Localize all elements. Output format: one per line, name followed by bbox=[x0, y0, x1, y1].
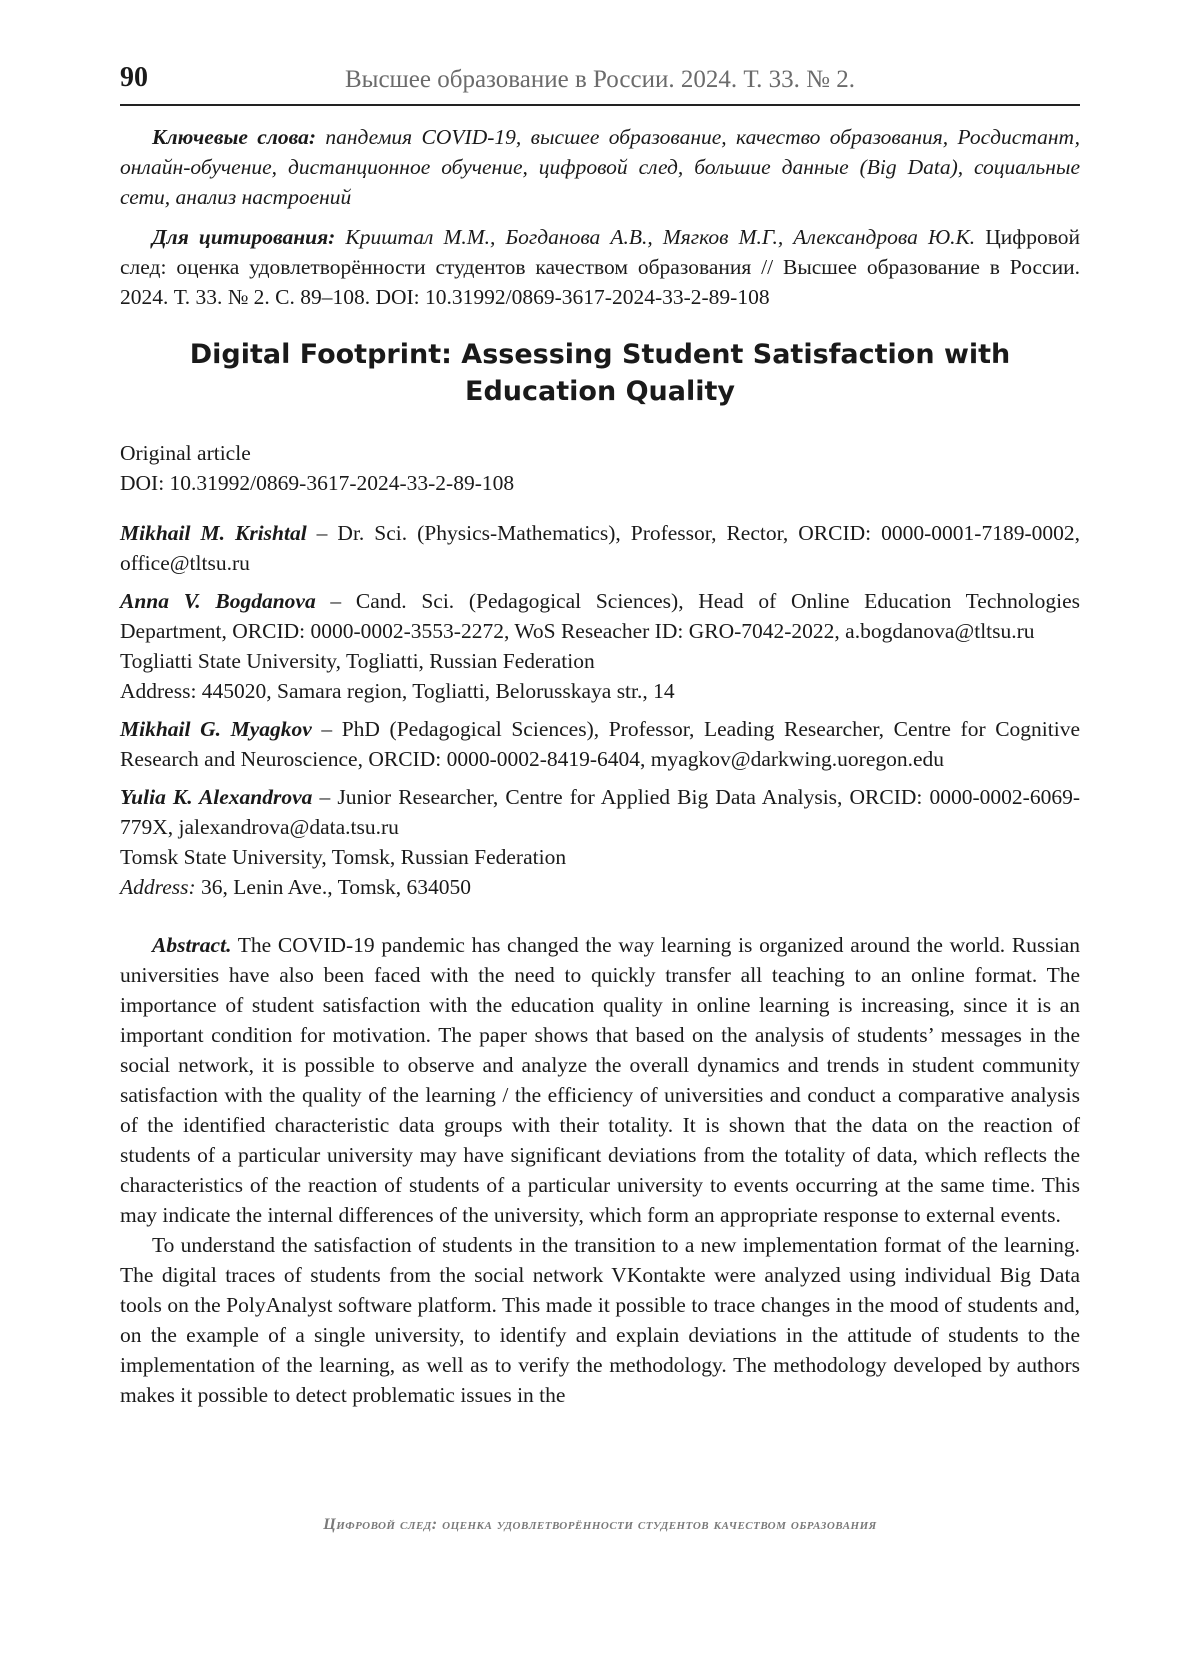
author-entry bbox=[120, 518, 1080, 578]
abstract-text: The COVID-19 pandemic has changed the way learning is organized around the world. Russian universities have also been faced with the need to quickly transfer all teaching to an online format. The importance of student satisfaction with the education quality in online learning is increasing, since it is an important condition for motivation. The paper shows that based on the analysis of students’ messages in the social network, it is possible to observe and analyze the overall dynamics and trends in student community satisfaction with the quality of the learning / the efficiency of universities and conduct a comparative analysis of the identified characteristic data groups with their totality. It is shown that the data on the reaction of students of a particular university may have significant deviations from the totality of data, which reflects the characteristics of the reaction of students of a particular university to events occurring at the same time. This may indicate the internal differences of the university, which form an appropriate response to external events. bbox=[120, 933, 1080, 1227]
affiliation-address bbox=[120, 872, 1080, 902]
author-name: Mikhail M. Krishtal bbox=[120, 521, 307, 545]
keywords-text: пандемия COVID-19, высшее образование, качество образования, Росдистант, онлайн-обучение, дистанционное обучение, цифровой след, большие данные (Big Data), социальные сети, анализ настроений bbox=[120, 125, 1080, 209]
page-header bbox=[120, 58, 1080, 106]
abstract-paragraph bbox=[120, 930, 1080, 1230]
affiliation-org: Togliatti State University, Togliatti, Russian Federation bbox=[120, 649, 595, 673]
author-details: – Junior Researcher, Centre for Applied Big Data Analysis, ORCID: 0000-0002-6069-779X, jalexandrova@data.tsu.ru bbox=[120, 785, 1080, 839]
author-name: Anna V. Bogdanova bbox=[120, 589, 316, 613]
citation-authors: Криштал М.М., Богданова А.В., Мягков М.Г., Александрова Ю.К. bbox=[335, 225, 976, 249]
citation-text: Цифровой след: оценка удовлетворённости студентов качеством образования // Высшее образование в России. 2024. Т. 33. № 2. С. 89–108. DOI: 10.31992/0869-3617-2024-33-2-89-108 bbox=[120, 225, 1080, 309]
author-details: – Cand. Sci. (Pedagogical Sciences), Head of Online Education Technologies Department, ORCID: 0000-0002-3553-2272, WoS Reseacher ID: GRO-7042-2022, a.bogdanova@tltsu.ru bbox=[120, 589, 1080, 643]
article-doi: DOI: 10.31992/0869-3617-2024-33-2-89-108 bbox=[120, 471, 515, 495]
abstract-label: Abstract. bbox=[152, 933, 232, 957]
author-details: – PhD (Pedagogical Sciences), Professor, Leading Researcher, Centre for Cognitive Research and Neuroscience, ORCID: 0000-0002-8419-6404, myagkov@darkwing.uoregon.edu bbox=[120, 717, 1080, 771]
article-body bbox=[120, 122, 1080, 1410]
author-entry bbox=[120, 714, 1080, 774]
citation-label: Для цитирования: bbox=[152, 225, 336, 249]
article-meta bbox=[120, 438, 1080, 498]
address-text: 36, Lenin Ave., Tomsk, 634050 bbox=[195, 875, 472, 899]
article-title: Digital Footprint: Assessing Student Satisfaction with Education Quality bbox=[189, 339, 1011, 407]
author-details: – Dr. Sci. (Physics-Mathematics), Professor, Rector, ORCID: 0000-0001-7189-0002, office@tltsu.ru bbox=[120, 521, 1080, 575]
running-title: Цифровой след: оценка удовлетворённости студентов качеством образования bbox=[323, 1516, 877, 1533]
page bbox=[120, 0, 1080, 1658]
keywords bbox=[120, 122, 1080, 212]
affiliation-address: Address: 445020, Samara region, Togliatti, Belorusskaya str., 14 bbox=[120, 679, 675, 703]
article-type: Original article bbox=[120, 441, 251, 465]
citation bbox=[120, 222, 1080, 312]
affiliation-org: Tomsk State University, Tomsk, Russian Federation bbox=[120, 845, 567, 869]
keywords-label: Ключевые слова: bbox=[152, 125, 316, 149]
journal-title: Высшее образование в России. 2024. Т. 33. № 2. bbox=[344, 66, 855, 93]
author-entry bbox=[120, 782, 1080, 842]
abstract-paragraph: To understand the satisfaction of students in the transition to a new implementation format of the learning. The digital traces of students from the social network VKontakte were analyzed using individual Big Data tools on the PolyAnalyst software platform. This made it possible to trace changes in the mood of students and, on the example of a single university, to identify and explain deviations in the attitude of students to the implementation of the learning, as well as to verify the methodology. The methodology developed by authors makes it possible to detect problematic issues in the bbox=[120, 1233, 1080, 1407]
address-label: Address: bbox=[120, 875, 196, 899]
author-name: Mikhail G. Myagkov bbox=[120, 717, 312, 741]
author-list bbox=[120, 518, 1080, 902]
running-footer bbox=[120, 1516, 1080, 1534]
author-entry bbox=[120, 586, 1080, 646]
abstract bbox=[120, 930, 1080, 1410]
page-number: 90 bbox=[120, 62, 148, 93]
author-name: Yulia K. Alexandrova bbox=[120, 785, 313, 809]
